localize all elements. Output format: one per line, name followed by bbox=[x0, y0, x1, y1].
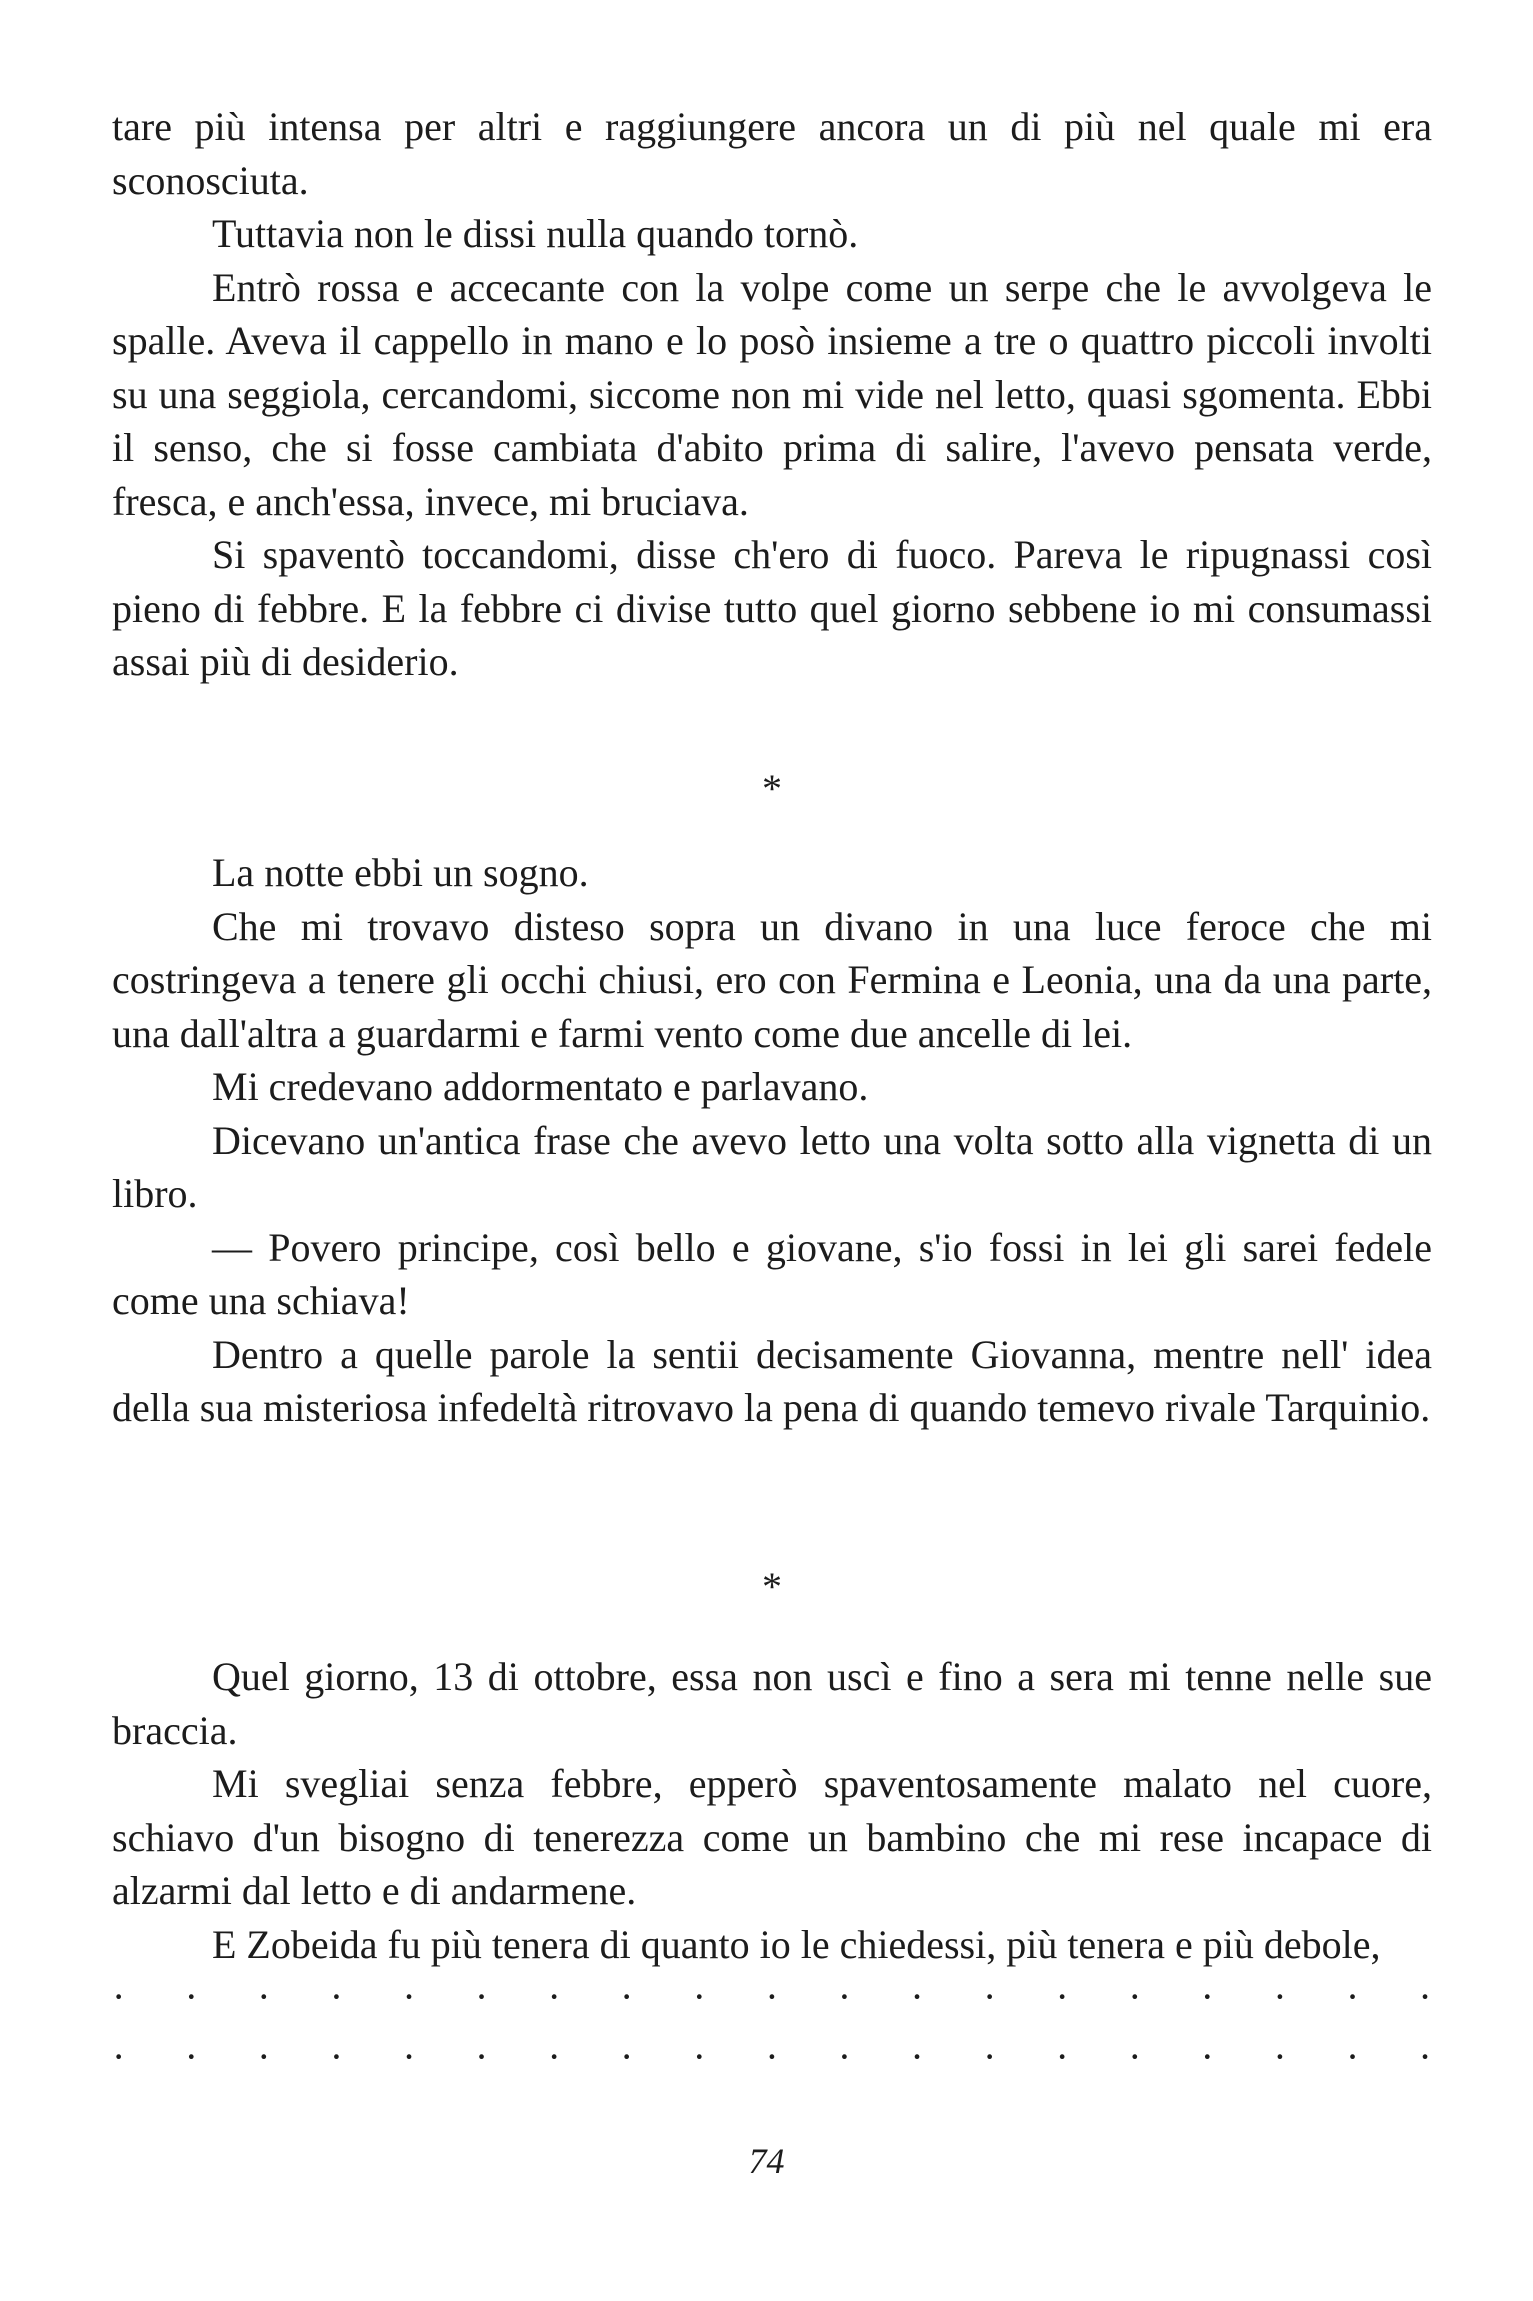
text-section-2 bbox=[112, 846, 1432, 1435]
ellipsis-dots-block bbox=[112, 2030, 1432, 2084]
paragraph: — Povero principe, così bello e giovane, s'io fossi in lei gli sarei fedele come una schiava! bbox=[112, 1224, 1432, 1323]
paragraph: tare più intensa per altri e raggiungere ancora un di più nel quale mi era sconosciuta. bbox=[112, 104, 1432, 203]
paragraph: Dicevano un'antica frase che avevo letto una volta sotto alla vignetta di un libro. bbox=[112, 1117, 1432, 1216]
section-separator-2 bbox=[112, 1560, 1432, 1614]
paragraph: Quel giorno, 13 di ottobre, essa non uscì e fino a sera mi tenne nelle sue braccia. bbox=[112, 1654, 1432, 1753]
paragraph: Che mi trovavo disteso sopra un divano in una luce feroce che mi costringeva a tenere gli occhi chiusi, ero con Fermina e Leonia, una da una parte, una dall'altra a guardarmi e farmi vento come due ancelle di lei. bbox=[112, 903, 1432, 1056]
dot-line: · · · · · · · · · · · · · · · · · · · bbox=[112, 2034, 1432, 2079]
dot-line: · · · · · · · · · · · · · · · · · · · bbox=[112, 1974, 1432, 2019]
ellipsis-dots-block bbox=[112, 1970, 1432, 2024]
paragraph: E Zobeida fu più tenera di quanto io le chiedessi, più tenera e più debole, bbox=[212, 1921, 1381, 1967]
paragraph: Si spaventò toccandomi, disse ch'ero di fuoco. Pareva le ripugnassi così pieno di febbre. E la febbre ci divise tutto quel giorno sebbene io mi consumassi assai più di desiderio. bbox=[112, 532, 1432, 684]
text-section-1 bbox=[112, 100, 1432, 689]
page-number: 74 bbox=[748, 2141, 785, 2181]
paragraph: Dentro a quelle parole la sentii decisamente Giovanna, mentre nell' idea della sua misteriosa infedeltà ritrovavo la pena di quando temevo rivale Tarquinio. bbox=[112, 1331, 1432, 1430]
paragraph: Mi credevano addormentato e parlavano. bbox=[212, 1064, 869, 1109]
section-separator-1 bbox=[112, 762, 1432, 816]
text-section-3 bbox=[112, 1650, 1432, 1971]
paragraph: Entrò rossa e accecante con la volpe come un serpe che le avvolgeva le spalle. Aveva il cappello in mano e lo posò insieme a tre o quattro piccoli involti su una seggiola, cercandomi, siccome non mi vide nel letto, quasi sgomenta. Ebbi il senso, che si fosse cambiata d'abito prima di salire, l'avevo pensata verde, fresca, e anch'essa, invece, mi bruciava. bbox=[112, 264, 1432, 524]
paragraph: Tuttavia non le dissi nulla quando tornò. bbox=[212, 211, 859, 256]
paragraph: La notte ebbi un sogno. bbox=[212, 850, 589, 895]
asterisk-separator: * bbox=[762, 1564, 782, 1609]
paragraph: Mi svegliai senza febbre, epperò spaventosamente malato nel cuore, schiavo d'un bisogno di tenerezza come un bambino che mi rese incapace di alzarmi dal letto e di andarmene. bbox=[112, 1761, 1432, 1913]
asterisk-separator: * bbox=[762, 766, 782, 811]
